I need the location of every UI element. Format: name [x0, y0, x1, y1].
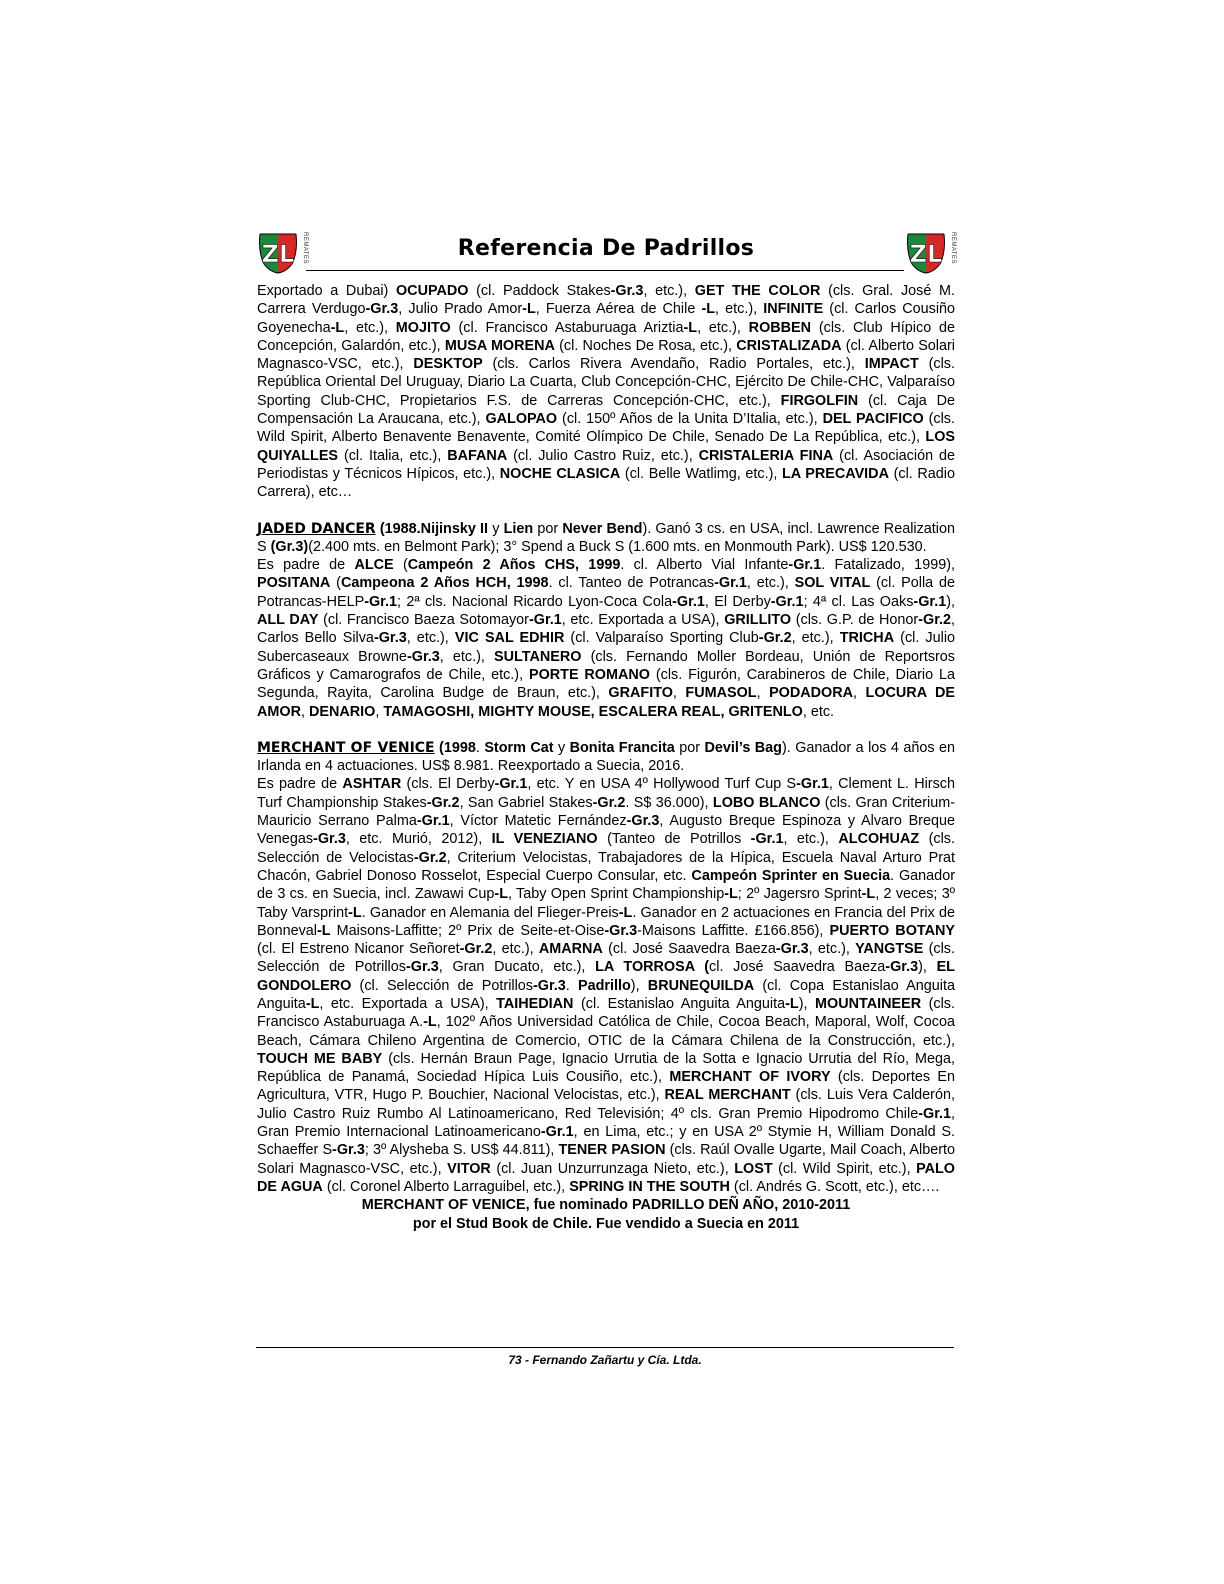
bold-text-run: -L — [724, 886, 738, 903]
bold-text-run: -Gr.1 — [416, 813, 450, 830]
bold-text-run: Padrillo — [578, 977, 631, 994]
logo-letters: ZL — [909, 240, 943, 268]
logo-caption: REMATES — [950, 232, 956, 265]
bold-text-run: PUERTO BOTANY — [829, 922, 955, 939]
bold-text-run: BAFANA — [447, 447, 508, 464]
text-run: (cl. Francisco Baeza Sotomayor — [318, 612, 529, 629]
text-run: ; 4ª cl. Las Oaks — [803, 593, 914, 610]
text-run: ), — [946, 593, 955, 610]
text-run: (cl. Juan Unzurrunzaga Nieto, etc.), — [490, 1160, 735, 1177]
bold-text-run: DEL PACIFICO — [822, 411, 924, 428]
bold-text-run: TENER PASION — [558, 1142, 666, 1159]
text-run: (cl. Julio Castro Ruiz, etc.), — [507, 447, 699, 464]
bold-text-run: -Gr.1 — [494, 776, 528, 793]
text-run: (cls. Figurón, Carabineros de Chile, Diario La Segunda, Rayita, Carolina Budge de Braun, etc.), — [257, 666, 956, 702]
bold-text-run: GRILLITO — [724, 612, 792, 629]
text-run: , etc. Exportada a USA), — [319, 995, 497, 1012]
bold-text-run: -Gr.1 — [796, 776, 829, 793]
text-run: (cl. Caja De Compensación La Araucana, etc.), — [257, 392, 955, 428]
bold-text-run: -Gr.3 — [775, 941, 809, 958]
bold-text-run: LOCURA DE AMOR — [257, 685, 956, 720]
bold-text-run: -L — [494, 886, 508, 903]
bold-text-run: -Gr.1 — [528, 612, 562, 629]
text-run: , 102º Años Universidad Católica de Chile, Cocoa Beach, Maporal, Wolf, Cocoa Beach, Cámara Chileno Argentina de Comercio, OTIC de la Cámara Chilena de la Construcción, etc.), — [257, 1014, 955, 1049]
bold-text-run: LA PRECAVIDA — [782, 465, 889, 482]
bold-text-run: FIRGOLFIN — [780, 392, 859, 409]
text-run: , etc.), — [746, 575, 795, 592]
bold-text-run: ASHTAR — [342, 776, 402, 793]
text-run: (cl. Asociación de Periodistas y Técnicos Hípicos, etc.), — [257, 447, 955, 482]
text-run: -Maisons Laffitte. £166.856), — [637, 922, 830, 939]
bold-text-run: DENARIO — [308, 703, 376, 720]
text-run: (cl. Selección de Potrillos — [351, 977, 533, 994]
text-run: (cl. Copa Estanislao Anguita Anguita — [257, 977, 955, 1012]
text-run: , — [375, 703, 384, 720]
text-run: ( — [393, 557, 408, 574]
text-run: por — [533, 520, 563, 537]
text-run: . — [475, 739, 485, 756]
text-run: . cl. Tanteo de Potrancas — [548, 575, 715, 592]
bold-text-run: -Gr.3 — [373, 630, 407, 647]
text-run: , — [853, 685, 866, 702]
bold-text-run: AMARNA — [538, 941, 603, 958]
bold-text-run: -Gr.2 — [758, 630, 792, 647]
bold-text-run: -Gr.3 — [885, 959, 919, 976]
bold-text-run: TOUCH ME BABY — [257, 1050, 383, 1067]
bold-text-run: -Gr.2 — [592, 794, 626, 811]
text-run: (cls. Club Hípico de Concepción, Galardón, etc.), — [257, 319, 956, 354]
text-run: ( — [330, 575, 341, 592]
text-run: , Criterium Velocistas, Trabajadores de la Hípica, Escuela Naval Arturo Prat Chacón, Gabriel Donoso Rosselot, Especial Cuerpo Consular, etc. — [257, 849, 955, 884]
bold-text-run: ALCOHUAZ — [838, 831, 920, 848]
bold-text-run: Storm Cat — [484, 739, 554, 756]
text-run: , etc.), — [406, 630, 455, 647]
bold-text-run: MOJITO — [395, 319, 451, 336]
text-run: , Gran Premio Internacional Latinoamericano — [257, 1105, 955, 1141]
bold-text-run: (1988. — [375, 520, 421, 537]
bold-text-run: MOUNTAINEER — [815, 995, 922, 1012]
text-run: . — [565, 977, 578, 994]
text-run: , Taby Open Sprint Championship — [508, 886, 725, 903]
text-run: , etc.), — [344, 319, 396, 336]
sire-award-note — [257, 1196, 955, 1233]
sire-name: MERCHANT OF VENICE — [257, 739, 435, 756]
text-run: , Víctor Matetic Fernández — [449, 813, 627, 830]
text-run: y — [553, 739, 570, 756]
bold-text-run: PORTE ROMANO — [528, 666, 650, 683]
bold-text-run: Devil’s Bag — [704, 739, 782, 756]
award-note-line-2: por el Stud Book de Chile. Fue vendido a Suecia en 2011 — [412, 1215, 800, 1232]
sire-merchant-of-venice-progeny — [257, 775, 955, 1196]
bold-text-run: LOST — [734, 1160, 773, 1177]
text-run: (cl. Noches De Rosa, etc.), — [554, 337, 737, 354]
text-run: (cls. Raúl Ovalle Ugarte, Mail Coach, Alberto Solari Magnasco-VSC, etc.), — [257, 1142, 955, 1177]
text-run: (cl. El Estreno Nicanor Señoret — [257, 941, 460, 958]
footer-rule — [256, 1347, 954, 1348]
bold-text-run: -Gr.1 — [770, 593, 804, 610]
text-run: , San Gabriel Stakes — [459, 794, 593, 811]
bold-text-run: LOBO BLANCO — [712, 794, 821, 811]
bold-text-run: -Gr.2 — [918, 612, 951, 629]
logo-caption: REMATES — [302, 232, 308, 265]
bold-text-run: (1998 — [434, 739, 476, 756]
text-run: , El Derby — [704, 593, 771, 610]
bold-text-run: Bonita Francita — [569, 739, 675, 756]
text-run: , Carlos Bello Silva — [257, 612, 955, 647]
page-title: Referencia De Padrillos — [457, 236, 755, 261]
text-run: Es padre de — [257, 557, 355, 574]
text-run: ; 3º Alysheba S. US$ 44.811), — [364, 1142, 559, 1159]
sire-jaded-dancer-progeny — [257, 556, 955, 721]
text-run: , — [672, 685, 686, 702]
text-run: cl. José Saavedra Baeza — [709, 959, 886, 976]
bold-text-run: Never Bend — [562, 520, 643, 537]
text-run: (cl. Carlos Cousiño Goyenecha — [257, 301, 956, 336]
bold-text-run: SULTANERO — [494, 648, 582, 665]
bold-text-run: -L — [348, 904, 362, 921]
bold-text-run: -Gr.3 — [604, 922, 638, 939]
bold-text-run: Campeón 2 Años CHS, 1999 — [407, 557, 621, 574]
document-body — [257, 282, 955, 1233]
bold-text-run: -Gr.1 — [714, 575, 747, 592]
bold-text-run: -L — [305, 995, 320, 1012]
bold-text-run: -L — [317, 922, 331, 939]
text-run: (cls. Hernán Braun Page, Ignacio Urrutia de la Sotta e Ignacio Urrutia del Río, Mega, República de Panamá, Sociedad Hípica Luis Cousiño, etc.), — [257, 1050, 955, 1086]
bold-text-run: -Gr.2 — [426, 794, 460, 811]
text-run: (cls. Francisco Astaburuaga A. — [257, 995, 955, 1031]
bold-text-run: Campeón Sprinter en Suecia — [691, 867, 891, 884]
bold-text-run: -Gr.1 — [788, 557, 822, 574]
bold-text-run: -Gr.3 — [365, 301, 399, 318]
text-run: (cls. Gral. José M. Carrera Verdugo — [257, 283, 955, 318]
text-run: . Ganador de 3 cs. en Suecia, incl. Zawawi Cup — [257, 867, 955, 903]
text-run: , etc.), — [643, 283, 695, 299]
text-run: (cls. Luis Vera Calderón, Julio Castro Ruiz Rumbo Al Latinoamericano, Red Televisión; 4º cls. Gran Premio Hipodromo Chile — [257, 1087, 955, 1122]
bold-text-run: -Gr.3 — [610, 283, 644, 299]
bold-text-run: OCUPADO — [395, 283, 469, 299]
text-run: y — [488, 520, 504, 537]
text-run: (cl. Belle Watlimg, etc.), — [620, 465, 783, 482]
bold-text-run: -L — [701, 301, 716, 318]
bold-text-run: -L — [861, 886, 876, 903]
text-run: (cl. Estanislao Anguita Anguita — [573, 995, 786, 1012]
bold-text-run: IL VENEZIANO — [491, 831, 598, 848]
bold-text-run: GALOPAO — [485, 411, 558, 428]
bold-text-run: LOS QUIYALLES — [257, 429, 955, 464]
text-run: , etc.), — [715, 301, 764, 318]
bold-text-run: TAIHEDIAN — [496, 995, 574, 1012]
bold-text-run: TAMAGOSHI, MIGHTY MOUSE, ESCALERA REAL, GRITENLO — [383, 703, 803, 720]
bold-text-run: ALL DAY — [257, 612, 319, 629]
bold-text-run: -L — [423, 1014, 437, 1031]
bold-text-run: (Gr.3) — [270, 538, 309, 555]
text-run: (cl. Wild Spirit, etc.), — [772, 1160, 917, 1177]
text-run: (cl. José Saavedra Baeza — [602, 941, 776, 958]
bold-text-run: LA TORROSA ( — [595, 959, 710, 976]
bold-text-run: -Gr.3 — [626, 813, 660, 830]
bold-text-run: -Gr.1 — [913, 593, 947, 610]
bold-text-run: GET THE COLOR — [694, 283, 821, 299]
bold-text-run: -Gr.3 — [332, 1142, 365, 1159]
text-run: (cl. 150º Años de la Unita D’Italia, etc.), — [557, 411, 823, 428]
text-run: (cls. Deportes En Agricultura, VTR, Hugo P. Bouchier, Nacional Velocistas, etc.), — [257, 1069, 955, 1104]
text-run: , Gran Ducato, etc.), — [438, 959, 596, 976]
text-run: ). Ganó 3 cs. en USA, incl. Lawrence Realization S — [257, 520, 955, 555]
bold-text-run: -Gr.1 — [364, 593, 397, 610]
bold-text-run: ALCE — [354, 557, 394, 574]
award-note-line-1: MERCHANT OF VENICE, fue nominado PADRILLO DEÑ AÑO, 2010-2011 — [361, 1197, 851, 1214]
text-run: , Julio Prado Amor — [398, 301, 523, 318]
text-run: . Fatalizado, 1999), — [821, 557, 955, 574]
bold-text-run: EL GONDOLERO — [257, 959, 955, 994]
bold-text-run: VITOR — [447, 1160, 491, 1177]
text-run: , etc. Murió, 2012), — [345, 831, 492, 848]
sire-merchant-of-venice-bio — [257, 739, 955, 776]
text-run: (cls. El Derby — [401, 776, 495, 793]
text-run: , — [756, 685, 770, 702]
bold-text-run: -L — [522, 301, 536, 318]
bold-text-run: DESKTOP — [413, 356, 483, 373]
bold-text-run: -L — [683, 319, 698, 336]
text-run: . Ganador en 2 actuaciones en Francia del Prix de Bonneval — [257, 904, 955, 939]
bold-text-run: PODADORA — [769, 685, 854, 702]
text-run: ; 2º Jagersro Sprint — [737, 886, 862, 903]
bold-text-run: Lien — [503, 520, 534, 537]
bold-text-run: CRISTALERIA FINA — [698, 447, 834, 464]
bold-text-run: INFINITE — [763, 301, 824, 318]
zl-remates-logo — [904, 230, 956, 274]
logo-letters: ZL — [261, 240, 295, 268]
bold-text-run: VIC SAL EDHIR — [454, 630, 565, 647]
text-run: (2.400 mts. en Belmont Park); 3° Spend a Buck S (1.600 mts. en Monmouth Park). US$ 120.530. — [308, 538, 927, 555]
text-run: ), — [798, 995, 816, 1012]
text-run: . Ganador en Alemania del Flieger-Preis — [361, 904, 619, 921]
bold-text-run: -Gr.1 — [672, 593, 705, 610]
bold-text-run: -Gr.1 — [540, 1124, 574, 1141]
bold-text-run: PALO DE AGUA — [257, 1160, 955, 1195]
page-header — [256, 230, 956, 276]
bold-text-run: SPRING IN THE SOUTH — [569, 1178, 730, 1195]
bold-text-run: -Gr.3 — [405, 959, 439, 976]
bold-text-run: -L — [330, 319, 345, 336]
text-run: (cl. Valparaíso Sporting Club — [564, 630, 759, 647]
text-run: , etc.), — [808, 941, 856, 958]
bold-text-run: FUMASOL — [685, 685, 757, 702]
text-run: , Fuerza Aérea de Chile — [535, 301, 702, 318]
bold-text-run: GRAFITO — [608, 685, 673, 702]
text-run: (cl. Radio Carrera), etc… — [257, 465, 955, 501]
text-run: (cls. G.P. de Honor — [791, 612, 919, 629]
bold-text-run: -L — [618, 904, 633, 921]
text-run: , etc.), — [783, 831, 839, 848]
page-footer: 73 - Fernando Zañartu y Cía. Ltda. — [508, 1353, 702, 1367]
text-run: , etc. — [802, 703, 835, 720]
bold-text-run: -Gr.3 — [406, 648, 440, 665]
text-run: , etc. Exportada a USA), — [561, 612, 725, 629]
text-run: (cl. Francisco Astaburuaga Ariztia — [450, 319, 684, 336]
text-run: . S$ 36.000), — [625, 794, 713, 811]
bold-text-run: -Gr.2 — [413, 849, 447, 866]
title-underline — [306, 270, 904, 271]
bold-text-run: -Gr.1 — [918, 1105, 951, 1122]
bold-text-run: -Gr.1 — [750, 831, 784, 848]
bold-text-run: -Gr.3 — [313, 831, 346, 848]
bold-text-run: IMPACT — [864, 356, 919, 373]
text-run: , etc.), — [492, 941, 539, 958]
text-run: , Clement L. Hirsch Turf Championship Stakes — [257, 776, 955, 811]
text-run: (cl. Andrés G. Scott, etc.), etc…. — [729, 1178, 940, 1195]
text-run: Es padre de — [257, 776, 343, 793]
sire-name: JADED DANCER — [257, 520, 376, 537]
bold-text-run: TRICHA — [839, 630, 895, 647]
text-run: , etc. Y en USA 4º Hollywood Turf Cup S — [527, 776, 797, 793]
text-run: (Tanteo de Potrillos — [597, 831, 751, 848]
text-run: . cl. Alberto Vial Infante — [620, 557, 789, 574]
bold-text-run: ROBBEN — [748, 319, 812, 336]
text-run: , etc.), — [791, 630, 840, 647]
text-run: , Augusto Breque Espinoza y Alvaro Breque Venegas — [257, 813, 955, 848]
bold-text-run: -Gr.2 — [459, 941, 493, 958]
text-run: (cl. Coronel Alberto Larraguibel, etc.), — [322, 1178, 570, 1195]
text-run: , 2 veces; 3º Taby Varsprint — [257, 886, 955, 921]
text-run: (cls. Fernando Moller Bordeau, Unión de Reportsros Gráficos y Camarografos de Chile, etc.), — [257, 648, 956, 683]
bold-text-run: -L — [785, 995, 799, 1012]
text-run: (cl. Paddock Stakes — [468, 283, 611, 299]
text-run: , etc.), — [697, 319, 749, 336]
bold-text-run: REAL MERCHANT — [664, 1087, 791, 1104]
bold-text-run: Nijinsky II — [420, 520, 489, 537]
bold-text-run: MERCHANT OF IVORY — [669, 1069, 831, 1086]
bold-text-run: BRUNEQUILDA — [647, 977, 755, 994]
bold-text-run: SOL VITAL — [794, 575, 871, 592]
text-run: (cl. Italia, etc.), — [338, 447, 448, 464]
text-run: ). Ganador a los 4 años en Irlanda en 4 actuaciones. US$ 8.981. Reexportado a Suecia, 2016. — [257, 739, 955, 775]
intro-paragraph — [257, 282, 955, 502]
text-run: (cls. Gran Criterium-Mauricio Serrano Palma — [257, 794, 955, 830]
text-run: (cls. Carlos Rivera Avendaño, Radio Portales, etc.), — [482, 356, 865, 373]
bold-text-run: -Gr.3 — [532, 977, 566, 994]
bold-text-run: Campeona 2 Años HCH, 1998 — [340, 575, 549, 592]
text-run: (cls. Selección de Potrillos — [257, 941, 956, 976]
text-run: , en Lima, etc.; y en USA 2º Stymie H, William Donald S. Schaeffer S — [257, 1124, 955, 1159]
text-run: , etc.), — [439, 648, 495, 665]
text-run: , — [300, 703, 309, 720]
text-run: por — [674, 739, 705, 756]
text-run: Exportado a Dubai) — [257, 283, 396, 299]
text-run: ; 2ª cls. Nacional Ricardo Lyon-Coca Cola — [396, 593, 673, 610]
text-run: (cl. Julio Subercaseaux Browne — [257, 630, 956, 665]
text-run: (cls. República Oriental Del Uruguay, Diario La Cuarta, Club Concepción-CHC, Ejército De Chile-CHC, Valparaíso Sporting Club-CHC, Propietarios F.S. de Carreras Concepción-CHC, etc.), — [257, 356, 955, 409]
text-run: (cl. Polla de Potrancas-HELP — [257, 575, 956, 610]
bold-text-run: YANGTSE — [855, 941, 924, 958]
bold-text-run: NOCHE CLASICA — [499, 465, 621, 482]
text-run: Maisons-Laffitte; 2º Prix de Seite-et-Oise — [330, 922, 605, 939]
text-run: (cls. Wild Spirit, Alberto Benavente Benavente, Comité Olímpico De Chile, Senado De La República, etc.), — [257, 411, 955, 446]
bold-text-run: MUSA MORENA — [444, 337, 555, 354]
text-run: (cls. Selección de Velocistas — [257, 831, 955, 866]
bold-text-run: CRISTALIZADA — [736, 337, 842, 354]
text-run: ), — [918, 959, 937, 976]
text-run: ), — [630, 977, 648, 994]
bold-text-run: POSITANA — [257, 575, 331, 592]
text-run: (cl. Alberto Solari Magnasco-VSC, etc.), — [257, 337, 955, 373]
sire-jaded-dancer-bio — [257, 520, 955, 557]
